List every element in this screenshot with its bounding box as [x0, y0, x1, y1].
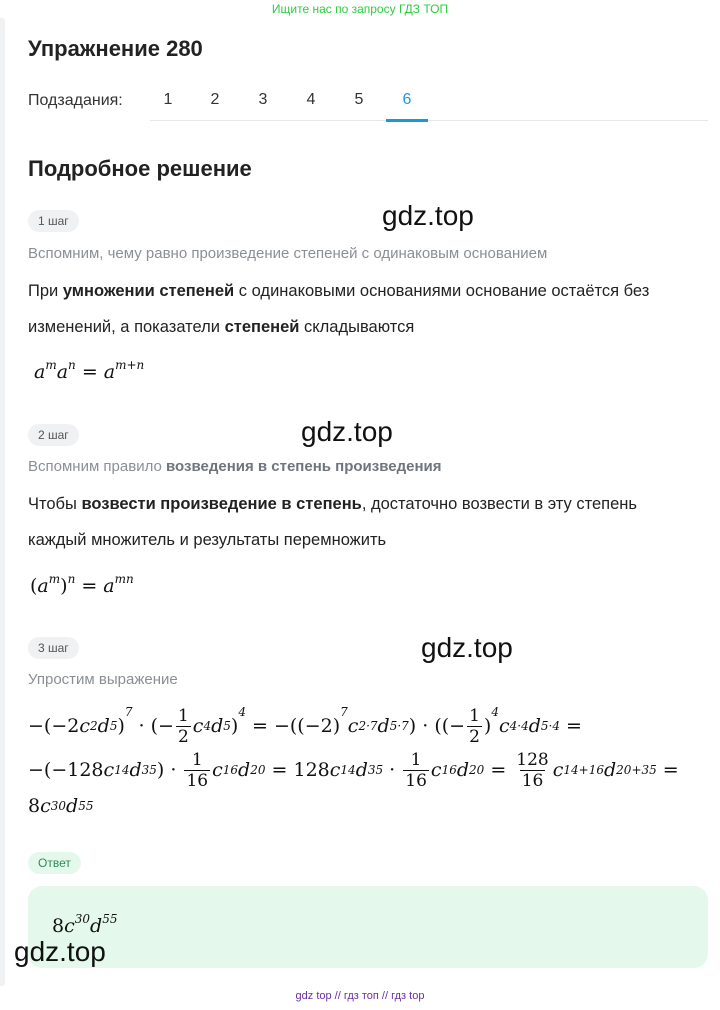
active-tab-underline [386, 119, 428, 122]
step-2-hint: Вспомним правило возведения в степень произведения [28, 458, 442, 475]
subtask-tab-3[interactable]: 3 [258, 91, 268, 108]
subtasks-label: Подзадания: [28, 92, 123, 109]
watermark: gdz.top [14, 936, 106, 967]
top-search-link[interactable]: Ищите нас по запросу ГДЗ ТОП [271, 2, 449, 16]
step-1-badge: 1 шаг [28, 210, 79, 232]
step-3-math-line-1: −(−2 c 2 d 5 ) 7 · (− $\frac{1}{2}$ c 4 d 5 ) 4 = −((−2) 7 c 2·7 d 5·7 ) · ((− $\frac{1}{2}$ ) 4 c 4·4 d 5·4 = [28, 705, 582, 747]
step-2-badge: 2 шаг [28, 424, 79, 446]
subtask-tab-1[interactable]: 1 [163, 91, 173, 108]
watermark: gdz.top [382, 200, 474, 231]
page-title: Упражнение 280 [28, 36, 203, 61]
subtask-tab-2[interactable]: 2 [210, 91, 220, 108]
step-1-formula: $a^ma^n = a^{m+n}$ [34, 358, 145, 383]
step-2-text: Чтобы возвести произведение в степень, достаточно возвести в эту степень каждый множитель и результаты перемножить [28, 495, 637, 549]
step-3-badge: 3 шаг [28, 637, 79, 659]
answer-badge: Ответ [28, 852, 81, 874]
step-3-hint: Упростим выражение [28, 671, 178, 688]
subtasks-divider [150, 120, 708, 121]
subtask-tabs [28, 88, 708, 122]
footer-links[interactable]: gdz top // гдз топ // гдз top [295, 990, 425, 1002]
step-2-formula: $(a^m)^n = a^{mn}$ [30, 572, 134, 597]
step-3-math-line-2: −(−128 c 14 d 35 ) · $\frac{1}{16}$ c 16 d 20 = 128 c 14 d 35 · $\frac{1}{16}$ c 16 d 20 = $\frac{128}{16}$ c 14+16 d 20+35 = [28, 749, 679, 791]
answer-box [28, 886, 708, 968]
watermark: gdz.top [301, 416, 393, 447]
step-1-text: При умножении степеней с одинаковыми основаниями основание остаётся без изменений, а показатели степеней складываются [28, 282, 650, 336]
answer-formula: $8c^{30}d^{55}$ [52, 912, 118, 937]
watermark: gdz.top [421, 632, 513, 663]
step-3-math-line-3: 8 c 30 d 55 [28, 795, 94, 817]
subtask-tab-6[interactable]: 6 [402, 91, 412, 108]
section-title: Подробное решение [28, 156, 252, 181]
subtask-tab-4[interactable]: 4 [306, 91, 316, 108]
subtask-tab-5[interactable]: 5 [354, 91, 364, 108]
left-rail [0, 18, 5, 986]
step-1-hint: Вспомним, чему равно произведение степеней с одинаковым основанием [28, 245, 548, 262]
